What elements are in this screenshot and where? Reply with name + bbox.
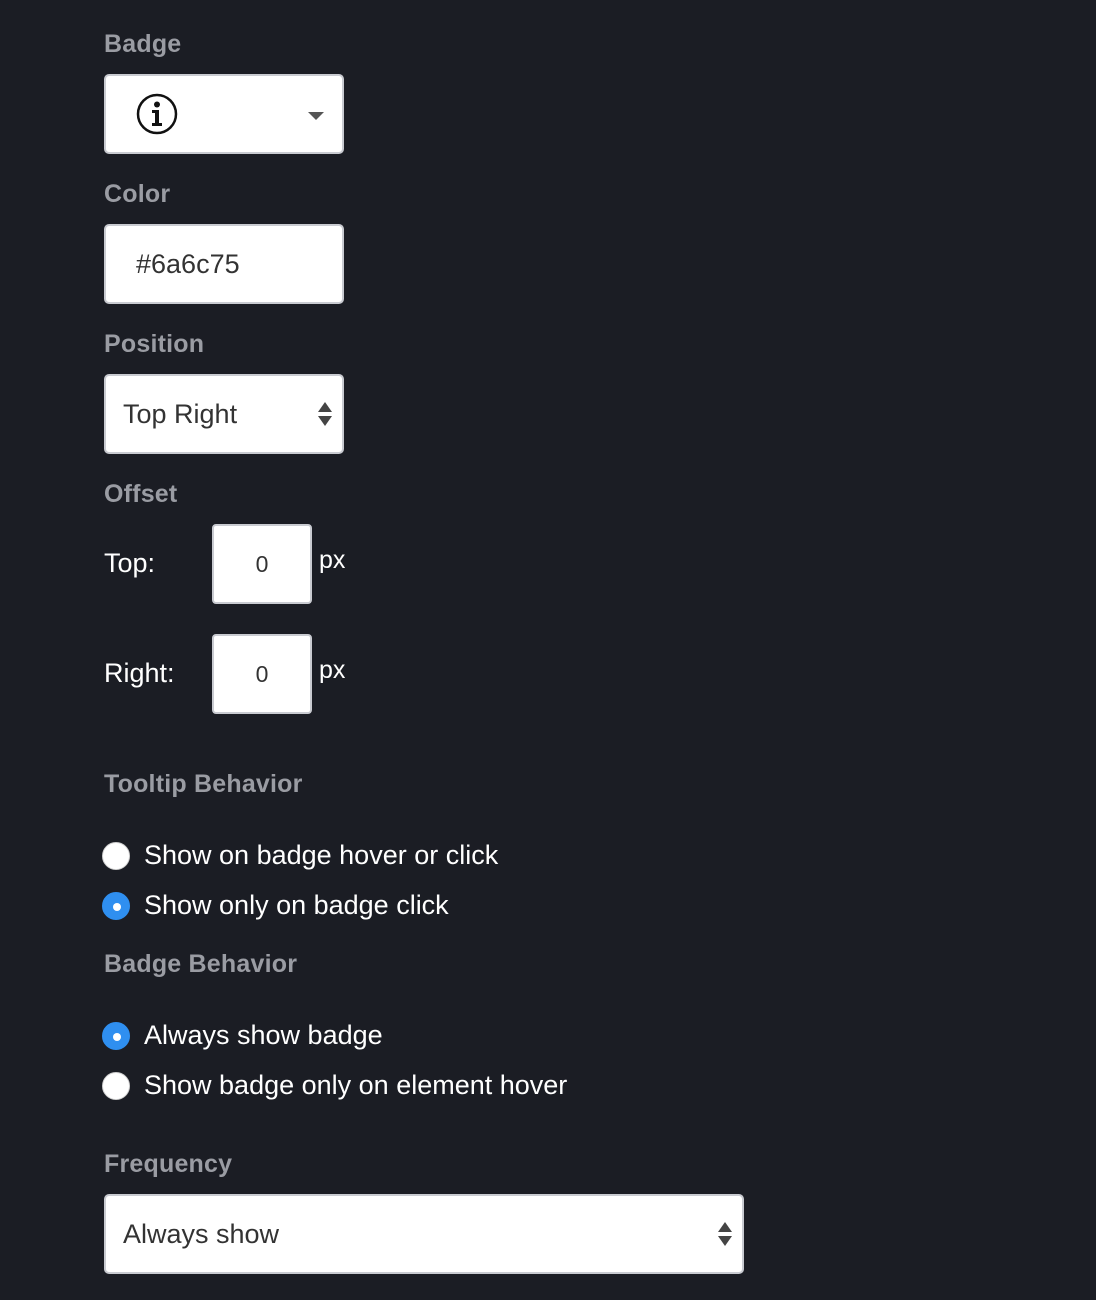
radio-button[interactable]: [102, 1072, 130, 1100]
color-value: #6a6c75: [136, 248, 240, 279]
color-label: Color: [104, 180, 171, 208]
info-icon: [136, 93, 178, 135]
radio-label: Always show badge: [144, 1020, 383, 1050]
tooltip-option-click-only[interactable]: [102, 890, 449, 921]
badge-behavior-label: Badge Behavior: [104, 950, 298, 978]
frequency-label: Frequency: [104, 1150, 233, 1178]
radio-button-checked[interactable]: [102, 1022, 130, 1050]
offset-right-input[interactable]: 0: [212, 634, 312, 714]
offset-label: Offset: [104, 480, 178, 508]
position-select[interactable]: [104, 374, 344, 454]
offset-top-label: Top:: [104, 548, 156, 578]
tooltip-behavior-label: Tooltip Behavior: [104, 770, 303, 798]
select-arrows-icon: [318, 402, 332, 428]
frequency-select[interactable]: [104, 1194, 744, 1274]
radio-label: Show badge only on element hover: [144, 1070, 568, 1100]
tooltip-option-hover-or-click[interactable]: [102, 840, 498, 871]
radio-button-checked[interactable]: [102, 892, 130, 920]
offset-top-input[interactable]: 0: [212, 524, 312, 604]
badge-option-always-show[interactable]: [102, 1020, 383, 1051]
badge-icon-dropdown[interactable]: [104, 74, 344, 154]
radio-label: Show only on badge click: [144, 890, 449, 920]
color-input[interactable]: [104, 224, 344, 304]
position-label: Position: [104, 330, 205, 358]
offset-right-unit: px: [319, 656, 346, 684]
select-arrows-icon: [718, 1222, 732, 1248]
radio-button[interactable]: [102, 842, 130, 870]
frequency-value: Always show: [123, 1218, 280, 1249]
offset-right-label: Right:: [104, 658, 175, 688]
position-value: Top Right: [123, 398, 238, 429]
badge-label: Badge: [104, 30, 182, 58]
offset-top-unit: px: [319, 546, 346, 574]
radio-label: Show on badge hover or click: [144, 840, 499, 870]
chevron-down-icon: [308, 112, 324, 120]
badge-option-element-hover[interactable]: [102, 1070, 567, 1101]
